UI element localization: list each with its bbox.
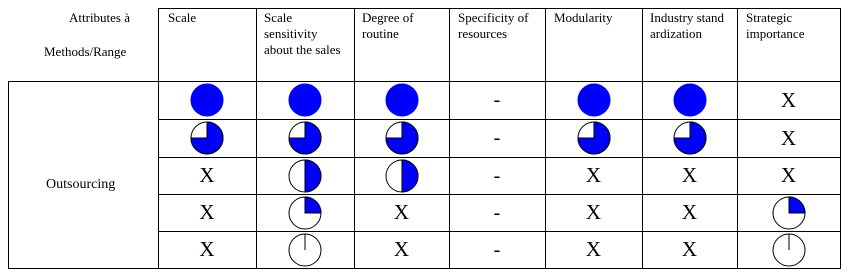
table-cell <box>158 231 256 268</box>
table-cell <box>256 81 354 119</box>
column-header-specificity: Specificity of resources <box>458 10 529 41</box>
harvey-ball-icon <box>384 158 420 194</box>
harvey-ball-fill <box>789 197 805 213</box>
right-border <box>840 8 841 269</box>
table-bottom-border <box>8 268 840 269</box>
harvey-ball-icon <box>287 120 323 156</box>
harvey-ball-fill <box>674 84 706 116</box>
cross-mark: X <box>780 125 797 150</box>
harvey-ball-icon <box>771 232 807 268</box>
table-cell <box>449 119 545 157</box>
row-label-outsourcing: Outsourcing <box>46 177 116 192</box>
table-cell <box>354 231 449 268</box>
cross-mark: X <box>780 163 797 187</box>
table-cell <box>545 157 642 194</box>
cross-mark: X <box>681 163 698 187</box>
table-cell <box>449 157 545 194</box>
table-cell <box>737 81 840 119</box>
table-cell <box>449 194 545 231</box>
harvey-ball-icon <box>576 120 612 156</box>
harvey-ball-icon <box>384 120 420 156</box>
table-cell <box>256 194 354 231</box>
table-cell <box>354 119 449 157</box>
cross-mark: X <box>681 200 698 224</box>
cross-mark: X <box>585 163 602 187</box>
cross-mark: X <box>585 200 602 224</box>
harvey-ball-fill <box>289 84 321 116</box>
column-header-scale-sensitivity: Scale sensitivity about the sales <box>264 10 341 57</box>
dash-mark: - <box>493 238 501 261</box>
harvey-ball-icon <box>771 195 807 231</box>
table-cell <box>158 81 256 119</box>
left-border <box>8 81 9 269</box>
harvey-ball-icon <box>672 82 708 118</box>
harvey-ball-icon <box>287 158 323 194</box>
cross-mark: X <box>199 237 215 261</box>
harvey-ball-fill <box>578 84 610 116</box>
column-header-industry-standardization: Industry standardization <box>650 10 725 41</box>
harvey-ball-fill <box>191 84 223 116</box>
dash-mark: - <box>493 201 501 224</box>
cross-mark: X <box>681 237 698 261</box>
table-cell <box>737 194 840 231</box>
table-cell <box>642 231 737 268</box>
harvey-ball-icon <box>287 195 323 231</box>
harvey-ball-fill <box>402 160 418 192</box>
corner-attributes-label: Attributes à <box>69 10 131 25</box>
column-header-modularity: Modularity <box>554 10 613 25</box>
dash-mark: - <box>493 127 501 149</box>
cross-mark: X <box>393 200 410 224</box>
harvey-ball-icon <box>576 82 612 118</box>
dash-mark: - <box>493 89 501 111</box>
harvey-ball-icon <box>672 120 708 156</box>
dash-mark: - <box>493 164 501 187</box>
table-cell <box>158 194 256 231</box>
harvey-ball-icon <box>287 82 323 118</box>
corner-methods-label: Methods/Range <box>44 44 127 59</box>
cross-mark: X <box>199 163 215 187</box>
table-cell <box>354 81 449 119</box>
table-cell <box>158 119 256 157</box>
cross-mark: X <box>199 200 215 224</box>
table-cell <box>545 119 642 157</box>
cross-mark: X <box>585 237 602 261</box>
table-cell <box>256 119 354 157</box>
cross-mark: X <box>393 237 410 261</box>
table-cell <box>256 231 354 268</box>
table-cell <box>354 157 449 194</box>
table-cell <box>737 157 840 194</box>
table-cell <box>545 194 642 231</box>
table-cell <box>737 231 840 268</box>
column-header-scale: Scale <box>168 10 197 25</box>
harvey-ball-fill <box>305 197 321 213</box>
table-cell <box>449 231 545 268</box>
table-cell <box>545 231 642 268</box>
harvey-ball-fill <box>305 160 321 192</box>
harvey-ball-icon <box>287 232 323 268</box>
column-header-strategic-importance: Strategic importance <box>746 10 805 41</box>
table-cell <box>642 81 737 119</box>
table-cell <box>642 157 737 194</box>
table-cell <box>354 194 449 231</box>
cross-mark: X <box>780 87 797 112</box>
harvey-ball-icon <box>189 82 225 118</box>
table-cell <box>642 194 737 231</box>
table-cell <box>737 119 840 157</box>
harvey-ball-fill <box>386 84 418 116</box>
table-cell <box>256 157 354 194</box>
harvey-ball-icon <box>189 120 225 156</box>
table-cell <box>158 157 256 194</box>
table-cell <box>545 81 642 119</box>
column-header-degree-of-routine: Degree of routine <box>362 10 414 41</box>
harvey-ball-icon <box>384 82 420 118</box>
table-cell <box>449 81 545 119</box>
table-cell <box>642 119 737 157</box>
